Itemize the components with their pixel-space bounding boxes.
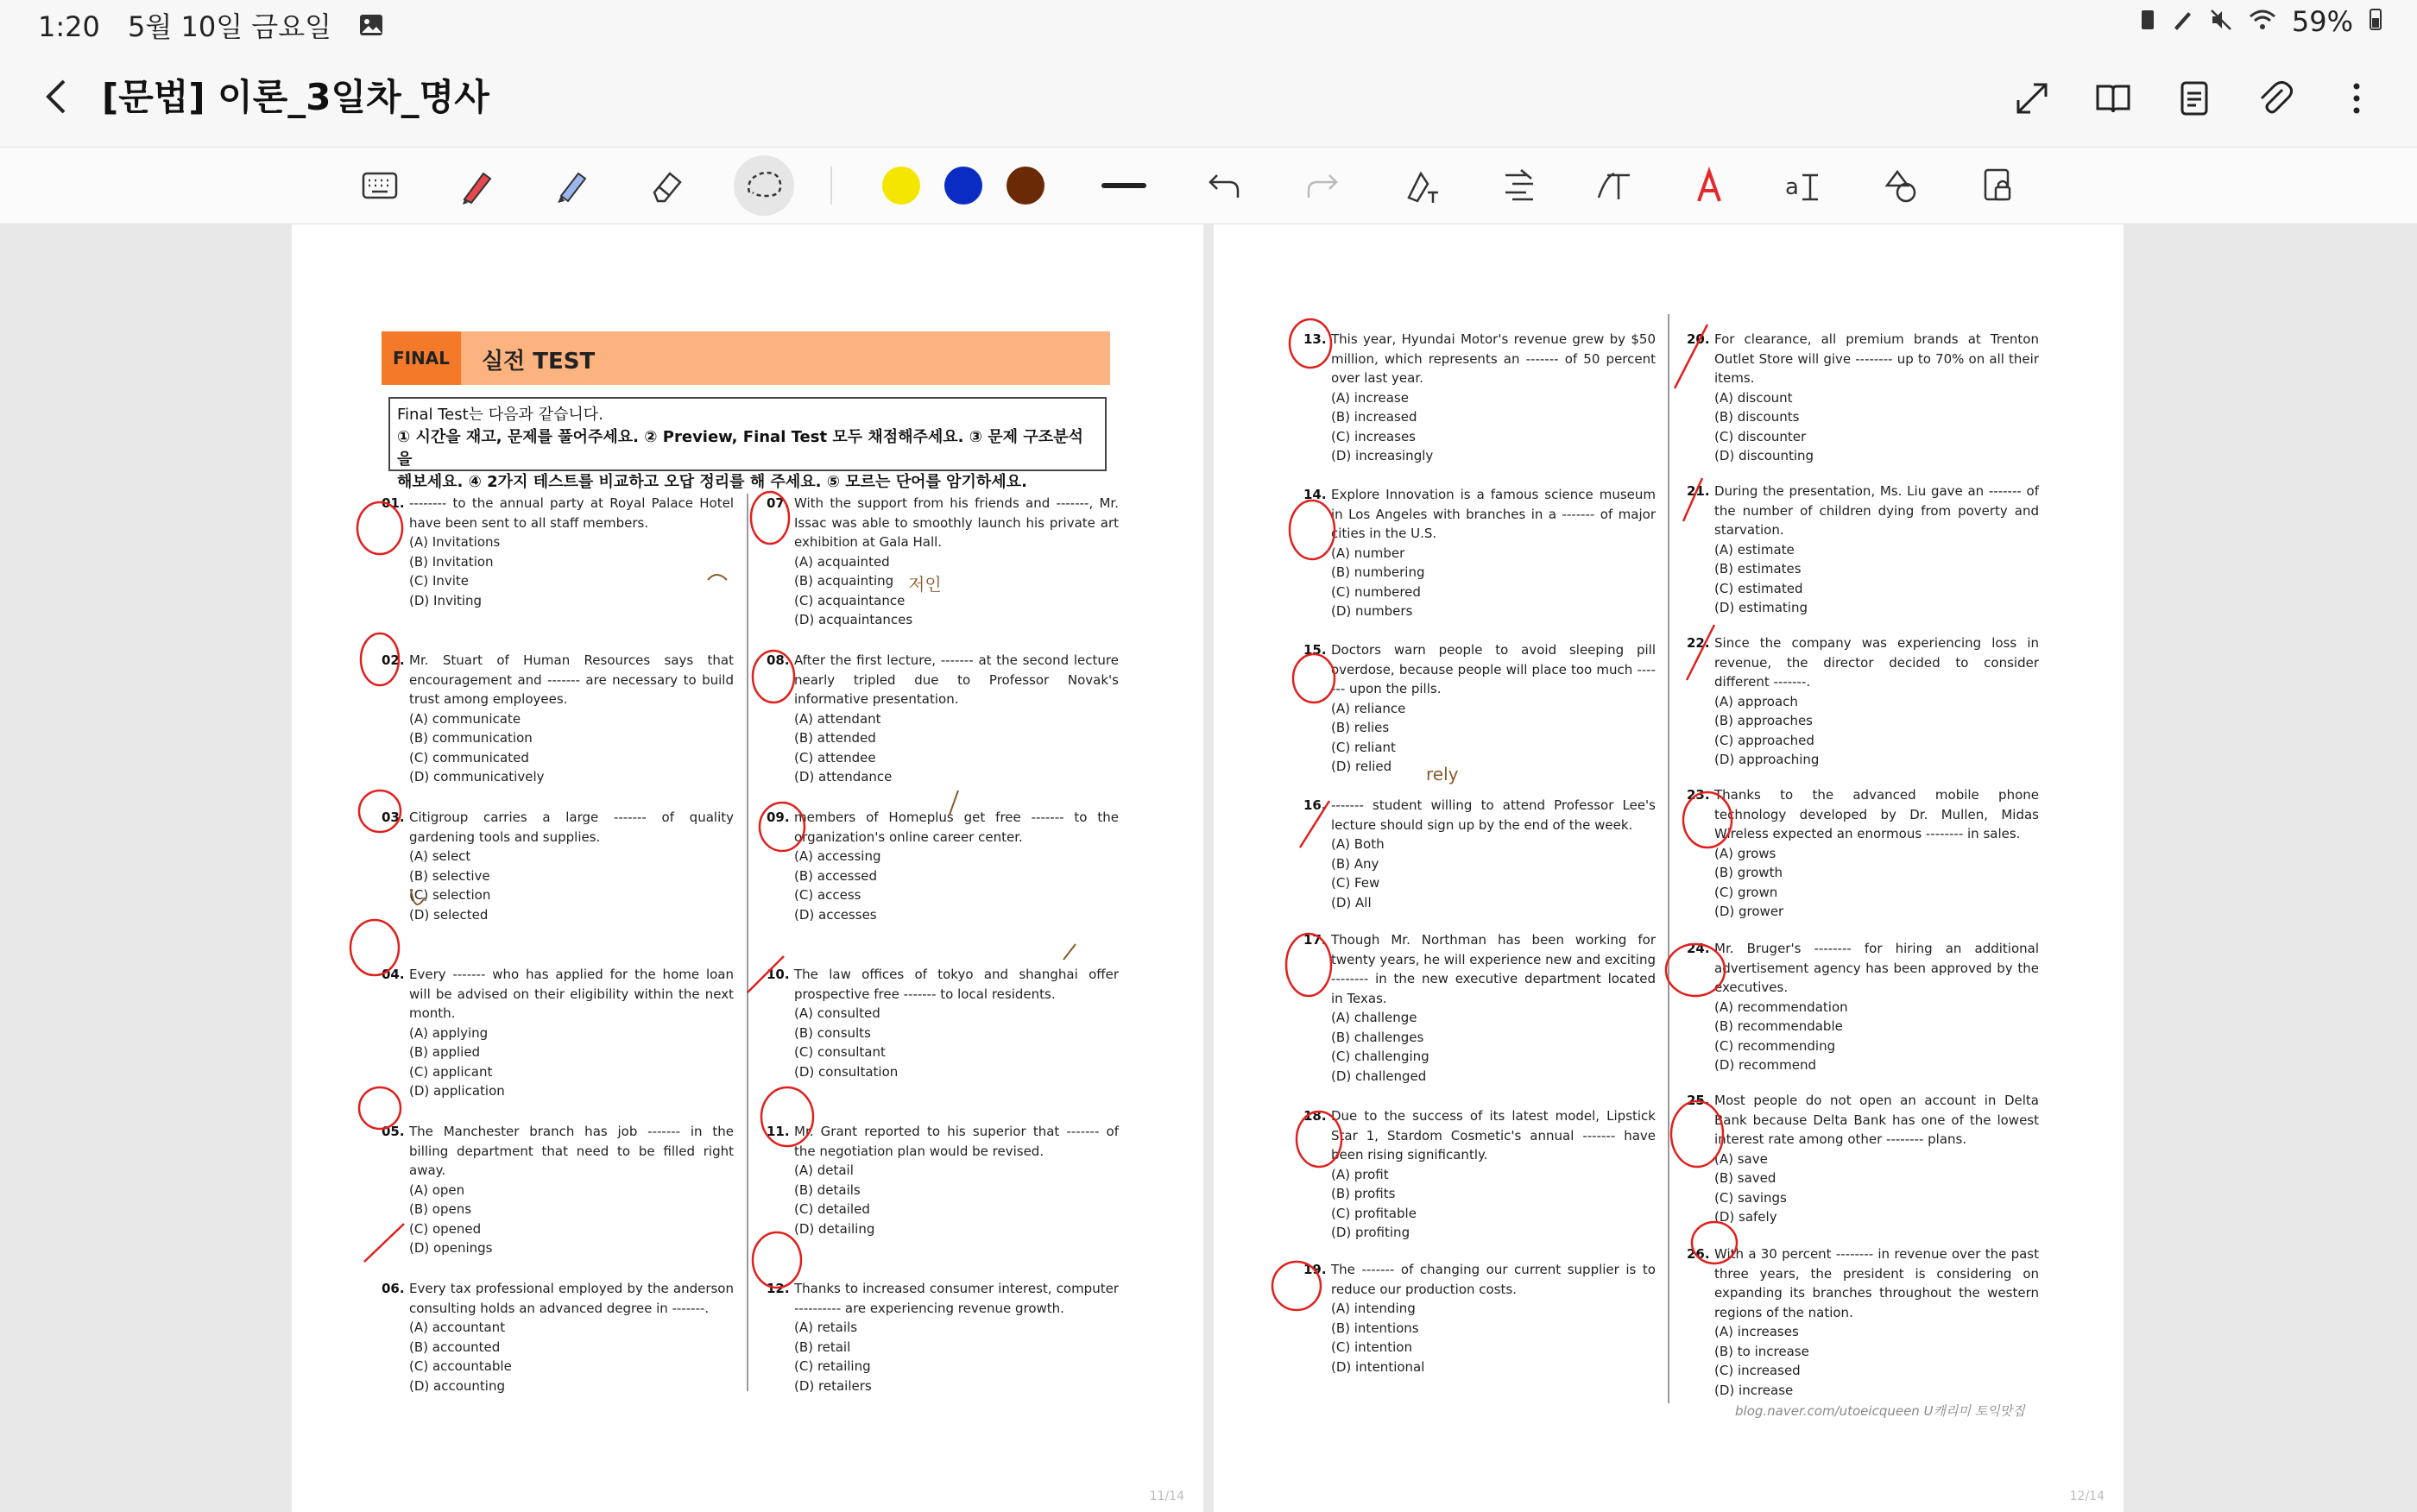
reading-mode-button[interactable] — [2089, 74, 2137, 123]
answer-option: (D) accounting — [409, 1377, 505, 1394]
answer-option: (A) consulted — [794, 1005, 880, 1021]
question-text: The law offices of tokyo and shanghai offer prospective free ------- to local residents. — [794, 967, 1119, 1002]
document-title: [문법] 이론_3일차_명사 — [102, 76, 489, 118]
answer-option: (B) accessed — [794, 867, 878, 884]
pen-tool[interactable] — [451, 160, 502, 211]
handwritten-note-q15: rely — [1426, 764, 1459, 784]
question-number: 16. — [1303, 797, 1327, 813]
answer-option: (C) acquaintance — [794, 592, 906, 608]
answer-option: (C) detailed — [794, 1201, 870, 1217]
expand-icon — [2013, 79, 2051, 117]
lock-tool[interactable] — [1972, 160, 2023, 211]
answer-option: (D) consultation — [794, 1063, 899, 1080]
answer-option: (C) approached — [1714, 732, 1814, 748]
keyboard-icon — [361, 168, 399, 203]
answer-option: (C) intention — [1331, 1339, 1412, 1355]
question-number: 08. — [767, 652, 790, 668]
answer-option: (D) approaching — [1714, 752, 1820, 767]
question-number: 09. — [767, 810, 790, 825]
page-list-button[interactable] — [2170, 74, 2218, 123]
mute-icon — [2209, 5, 2233, 38]
answer-option: (C) selection — [409, 887, 491, 903]
question-23 — [1687, 785, 2039, 922]
question-text: Citigroup carries a large ------- of quality gardening tools and supplies. — [409, 810, 734, 845]
text-color-tool[interactable] — [1683, 160, 1735, 211]
answer-option: (A) applying — [409, 1024, 489, 1041]
question-number: 14. — [1303, 487, 1327, 502]
question-number: 07. — [767, 495, 790, 511]
instructions-line-1: Final Test는 다음과 같습니다. — [397, 406, 603, 424]
answer-option: (D) application — [409, 1083, 505, 1099]
answer-option: (A) Both — [1331, 836, 1385, 852]
answer-option: (A) communicate — [409, 710, 521, 727]
question-16 — [1303, 796, 1656, 912]
answer-option: (C) Few — [1331, 875, 1380, 891]
question-number: 22. — [1687, 635, 1710, 651]
answer-option: (B) consults — [794, 1024, 871, 1041]
align-text-tool[interactable] — [1493, 160, 1545, 211]
document-page-right[interactable] — [1214, 224, 2124, 1512]
answer-option: (B) applied — [409, 1044, 481, 1060]
answer-option: (A) retails — [794, 1320, 858, 1335]
question-22 — [1687, 633, 2039, 770]
answer-option: (C) reliant — [1331, 739, 1396, 755]
answer-option: (A) recommendation — [1714, 999, 1848, 1015]
status-bar — [0, 0, 2417, 45]
question-2 — [382, 651, 734, 787]
question-14 — [1303, 485, 1656, 621]
page-number: 11/14 — [1149, 1490, 1184, 1503]
answer-option: (D) acquaintances — [794, 612, 913, 627]
question-number: 18. — [1303, 1108, 1327, 1124]
answer-option: (B) challenges — [1331, 1029, 1424, 1045]
answer-option: (D) increase — [1714, 1382, 1794, 1398]
answer-option: (D) recommend — [1714, 1057, 1816, 1073]
answer-option: (C) consultant — [794, 1044, 886, 1060]
eraser-icon — [647, 167, 685, 205]
answer-option: (A) accountant — [409, 1320, 506, 1335]
answer-option: (A) acquainted — [794, 553, 890, 570]
highlighter-tool[interactable] — [546, 160, 597, 211]
answer-option: (A) estimate — [1714, 541, 1795, 558]
question-text: Doctors warn people to avoid sleeping pill overdose, because people will place too much ------- upon the pills. — [1331, 642, 1656, 696]
chevron-left-icon — [40, 76, 74, 117]
question-number: 10. — [767, 967, 790, 982]
lasso-tool[interactable] — [734, 155, 794, 216]
answer-option: (B) intentions — [1331, 1320, 1419, 1336]
question-text: After the first lecture, ------- at the second lecture nearly tripled due to Professor Novak's informative presentation. — [794, 652, 1119, 707]
document-page-left[interactable] — [292, 224, 1203, 1512]
redo-icon — [1303, 168, 1341, 203]
question-number: 23. — [1687, 787, 1710, 803]
question-text: With a 30 percent -------- in revenue over the past three years, the president is considering on expanding its branches throughout the western regions of the nation. — [1714, 1246, 2039, 1320]
fullscreen-button[interactable] — [2008, 74, 2056, 123]
question-number: 01. — [382, 495, 405, 511]
pen-to-text-tool[interactable] — [1397, 160, 1448, 211]
question-number: 15. — [1303, 642, 1327, 658]
status-date: 5월 10일 금요일 — [128, 10, 332, 43]
answer-option: (A) detail — [794, 1162, 854, 1178]
status-right — [2140, 5, 2382, 38]
wifi-icon — [2249, 5, 2276, 38]
color-brown[interactable] — [1007, 167, 1044, 205]
question-5 — [382, 1122, 734, 1258]
question-text: Explore Innovation is a famous science museum in Los Angeles with branches in a ------- of major cities in the U.S. — [1331, 487, 1656, 541]
shapes-tool[interactable] — [1875, 160, 1927, 211]
align-icon — [1500, 167, 1538, 205]
final-title: 실전 TEST — [482, 349, 596, 375]
question-text: Since the company was experiencing loss in revenue, the director decided to consider different -------. — [1714, 635, 2039, 690]
answer-option: (D) estimating — [1714, 600, 1808, 615]
answer-option: (B) numbering — [1331, 564, 1425, 580]
answer-option: (C) grown — [1714, 884, 1778, 900]
final-tag: FINAL — [382, 331, 461, 385]
question-11 — [767, 1122, 1119, 1238]
page-number: 12/14 — [2069, 1490, 2105, 1503]
answer-option: (D) selected — [409, 906, 489, 923]
answer-option: (D) detailing — [794, 1220, 875, 1237]
answer-option: (D) grower — [1714, 904, 1784, 919]
undo-button[interactable] — [1198, 160, 1250, 211]
top-actions — [2008, 74, 2381, 123]
question-6 — [382, 1279, 734, 1395]
answer-option: (A) profit — [1331, 1166, 1389, 1182]
question-text: Thanks to the advanced mobile phone technology developed by Dr. Mullen, Midas Wireless expected an enormous -------- in sales. — [1714, 787, 2039, 841]
answer-option: (B) communication — [409, 730, 533, 746]
answer-option: (D) accesses — [794, 906, 877, 923]
answer-option: (C) retailing — [794, 1358, 871, 1374]
svg-text:a: a — [1785, 174, 1799, 200]
answer-option: (B) estimates — [1714, 561, 1802, 576]
highlighter-icon — [552, 167, 590, 205]
answer-option: (B) selective — [409, 867, 490, 884]
lasso-icon — [742, 167, 786, 205]
text-size-icon — [1783, 167, 1825, 205]
more-button[interactable] — [2332, 74, 2381, 123]
answer-option: (D) profiting — [1331, 1225, 1410, 1240]
book-icon — [2094, 79, 2132, 117]
answer-option: (C) increases — [1331, 428, 1416, 444]
color-blue[interactable] — [944, 167, 982, 205]
color-yellow[interactable] — [882, 167, 920, 205]
answer-option: (D) communicatively — [409, 769, 545, 784]
answer-option: (A) attendant — [794, 710, 881, 727]
question-number: 12. — [767, 1281, 790, 1296]
blog-watermark: blog.naver.com/utoeicqueen U캐리미 토익맛집 — [1735, 1403, 2025, 1419]
redo-button[interactable] — [1297, 160, 1348, 211]
question-19 — [1303, 1260, 1656, 1377]
answer-option: (A) open — [409, 1181, 465, 1198]
answer-option: (C) applicant — [409, 1063, 493, 1080]
answer-option: (A) number — [1331, 545, 1405, 561]
question-number: 20. — [1687, 331, 1710, 347]
question-10 — [767, 965, 1119, 1081]
lock-icon — [1978, 167, 2016, 205]
answer-option: (B) saved — [1714, 1170, 1776, 1186]
answer-option: (C) savings — [1714, 1189, 1787, 1206]
answer-option: (B) opens — [409, 1201, 472, 1217]
answer-option: (D) Inviting — [409, 592, 483, 608]
question-17 — [1303, 930, 1656, 1086]
question-text: The Manchester branch has job ------- in the billing department that need to be filled right away. — [409, 1124, 734, 1178]
attach-button[interactable] — [2251, 74, 2300, 123]
battery-text: 59% — [2291, 5, 2353, 38]
shapes-icon — [1882, 167, 1920, 205]
answer-option: (A) increase — [1331, 389, 1409, 406]
keyboard-tool[interactable] — [354, 160, 406, 211]
toolbar-divider — [830, 167, 832, 205]
question-text: The ------- of changing our current supplier is to reduce our production costs. — [1331, 1262, 1656, 1297]
text-size-tool[interactable] — [1778, 160, 1830, 211]
question-text: This year, Hyundai Motor's revenue grew by $50 million, which represents an ------- of 50 percent over last year. — [1331, 331, 1656, 386]
answer-option: (C) estimated — [1714, 580, 1803, 596]
question-number: 11. — [767, 1124, 790, 1139]
instructions-line-3: 해보세요. ④ 2가지 테스트를 비교하고 오답 정리를 해 주세요. ⑤ 모르는 단어를 암기하세요. — [397, 473, 1027, 491]
answer-option: (B) acquainting — [794, 573, 894, 589]
question-number: 21. — [1687, 483, 1710, 499]
pen-toolbar — [0, 147, 2417, 224]
gallery-icon — [359, 10, 383, 43]
text-tool-icon — [1595, 167, 1633, 205]
question-text: members of Homeplus get free ------- to the organization's online career center. — [794, 810, 1119, 845]
answer-option: (B) details — [794, 1181, 861, 1198]
answer-option: (A) approach — [1714, 693, 1798, 709]
status-time: 1:20 — [38, 10, 100, 43]
answer-option: (D) increasingly — [1331, 448, 1434, 463]
answer-option: (C) communicated — [409, 749, 529, 765]
question-1 — [382, 494, 734, 610]
answer-option: (B) attended — [794, 730, 876, 746]
answer-option: (A) accessing — [794, 848, 881, 864]
answer-option: (B) increased — [1331, 409, 1417, 425]
question-9 — [767, 808, 1119, 924]
answer-option: (B) Any — [1331, 855, 1379, 872]
answer-option: (C) Invite — [409, 573, 470, 589]
answer-option: (D) retailers — [794, 1377, 872, 1394]
answer-option: (C) increased — [1714, 1363, 1801, 1378]
answer-option: (C) opened — [409, 1220, 482, 1237]
question-number: 04. — [382, 967, 405, 982]
answer-option: (C) discounter — [1714, 428, 1807, 444]
question-18 — [1303, 1106, 1656, 1243]
answer-option: (C) recommending — [1714, 1037, 1836, 1054]
question-number: 06. — [382, 1281, 405, 1296]
answer-option: (D) intentional — [1331, 1358, 1425, 1375]
answer-option: (D) numbers — [1331, 603, 1413, 619]
handwriting-text-tool[interactable] — [1588, 160, 1640, 211]
pen-icon — [458, 167, 495, 205]
back-button[interactable] — [40, 76, 74, 117]
eraser-tool[interactable] — [641, 160, 692, 211]
answer-option: (B) profits — [1331, 1186, 1396, 1201]
question-text: Thanks to increased consumer interest, computer ---------- are experiencing revenue growth. — [794, 1281, 1119, 1316]
instructions-box — [388, 397, 1107, 491]
answer-option: (A) select — [409, 848, 471, 864]
question-7 — [767, 494, 1119, 630]
answer-option: (A) grows — [1714, 845, 1776, 861]
question-text: Mr. Grant reported to his superior that ------- of the negotiation plan would be revised. — [794, 1124, 1119, 1159]
sim-icon — [2140, 5, 2155, 38]
answer-option: (B) to increase — [1714, 1343, 1809, 1359]
answer-option: (C) accountable — [409, 1358, 512, 1374]
answer-option: (C) profitable — [1331, 1205, 1417, 1221]
answer-option: (D) challenged — [1331, 1068, 1427, 1084]
answer-option: (D) All — [1331, 894, 1372, 910]
question-12 — [767, 1279, 1119, 1395]
answer-option: (D) discounting — [1714, 448, 1814, 463]
answer-option: (B) retail — [794, 1339, 851, 1355]
question-21 — [1687, 482, 2039, 618]
pen-text-icon — [1404, 167, 1442, 205]
question-15 — [1303, 640, 1656, 777]
line-thickness-icon — [1100, 177, 1148, 194]
answer-option: (C) attendee — [794, 749, 876, 765]
question-8 — [767, 651, 1119, 787]
question-text: Every tax professional employed by the anderson consulting holds an advanced degree in -------. — [409, 1281, 734, 1316]
font-color-icon — [1690, 167, 1728, 205]
question-text: Every ------- who has applied for the home loan will be advised on their eligibility within the next month. — [409, 967, 734, 1021]
question-text: During the presentation, Ms. Liu gave an ------- of the number of children dying from poverty and starvation. — [1714, 483, 2039, 538]
title-bar — [0, 45, 2417, 147]
instructions-line-2: ① 시간을 재고, 문제를 풀어주세요. ② Preview, Final Test 모두 채점해주세요. ③ 문제 구조분석을 — [397, 428, 1083, 469]
document-icon — [2175, 79, 2213, 117]
answer-option: (B) approaches — [1714, 713, 1814, 728]
question-text: With the support from his friends and -------, Mr. Issac was able to smoothly launch his private art exhibition at Gala Hall. — [794, 495, 1119, 550]
answer-option: (A) challenge — [1331, 1010, 1417, 1025]
answer-option: (D) safely — [1714, 1209, 1777, 1225]
spen-icon — [2171, 5, 2193, 38]
question-text: Mr. Bruger's -------- for hiring an additional advertisement agency has been approved by the executives. — [1714, 941, 2039, 995]
answer-option: (A) intending — [1331, 1301, 1416, 1316]
question-number: 02. — [382, 652, 405, 668]
handwritten-note-q07: 저인 — [908, 574, 942, 595]
answer-option: (B) discounts — [1714, 409, 1800, 425]
answer-option: (B) recommendable — [1714, 1018, 1843, 1034]
question-text: Most people do not open an account in Delta Bank because Delta Bank has one of the lowest interest rate among other -------- plans. — [1714, 1093, 2039, 1147]
question-24 — [1687, 939, 2039, 1075]
answer-option: (B) growth — [1714, 865, 1783, 880]
question-3 — [382, 808, 734, 924]
answer-option: (C) challenging — [1331, 1049, 1429, 1064]
question-number: 19. — [1303, 1262, 1327, 1277]
undo-icon — [1205, 168, 1243, 203]
question-13 — [1303, 330, 1656, 466]
question-number: 13. — [1303, 331, 1327, 347]
answer-option: (A) Invitations — [409, 534, 501, 550]
stroke-width-tool[interactable] — [1098, 160, 1150, 211]
answer-option: (B) Invitation — [409, 553, 494, 570]
status-left — [38, 5, 402, 45]
question-text: -------- to the annual party at Royal Palace Hotel have been sent to all staff members. — [409, 495, 734, 531]
answer-option: (A) reliance — [1331, 700, 1406, 716]
answer-option: (D) attendance — [794, 769, 893, 784]
question-number: 26. — [1687, 1246, 1710, 1262]
question-number: 17. — [1303, 932, 1327, 948]
question-number: 24. — [1687, 941, 1710, 956]
paperclip-icon — [2256, 79, 2294, 117]
answer-option: (A) increases — [1714, 1324, 1799, 1339]
question-text: For clearance, all premium brands at Trenton Outlet Store will give -------- up to 70% on all their items. — [1714, 331, 2039, 386]
answer-option: (B) relies — [1331, 720, 1390, 735]
question-number: 25. — [1687, 1093, 1710, 1108]
more-vertical-icon — [2338, 79, 2376, 117]
question-number: 03. — [382, 810, 405, 825]
question-text: Though Mr. Northman has been working for twenty years, he will experience new and exciting -------- in the new executive department located in Texas. — [1331, 932, 1657, 1006]
answer-option: (A) save — [1714, 1150, 1768, 1167]
battery-icon — [2369, 5, 2382, 38]
answer-option: (B) accounted — [409, 1339, 501, 1355]
question-text: Due to the success of its latest model, Lipstick Star 1, Stardom Cosmetic's annual ------- have been rising significantly. — [1331, 1108, 1656, 1162]
question-text: ------- student willing to attend Professor Lee's lecture should sign up by the end of the week. — [1331, 797, 1656, 833]
question-25 — [1687, 1091, 2039, 1227]
answer-option: (A) discount — [1714, 389, 1793, 406]
question-number: 05. — [382, 1124, 405, 1139]
answer-option: (D) openings — [409, 1240, 493, 1256]
answer-option: (D) relied — [1331, 759, 1392, 774]
question-26 — [1687, 1244, 2039, 1400]
answer-option: (C) numbered — [1331, 583, 1421, 600]
final-test-banner — [382, 331, 1110, 385]
question-text: Mr. Stuart of Human Resources says that encouragement and ------- are necessary to build trust among employees. — [409, 652, 734, 707]
answer-option: (C) access — [794, 887, 861, 903]
question-20 — [1687, 330, 2039, 466]
question-4 — [382, 965, 734, 1101]
